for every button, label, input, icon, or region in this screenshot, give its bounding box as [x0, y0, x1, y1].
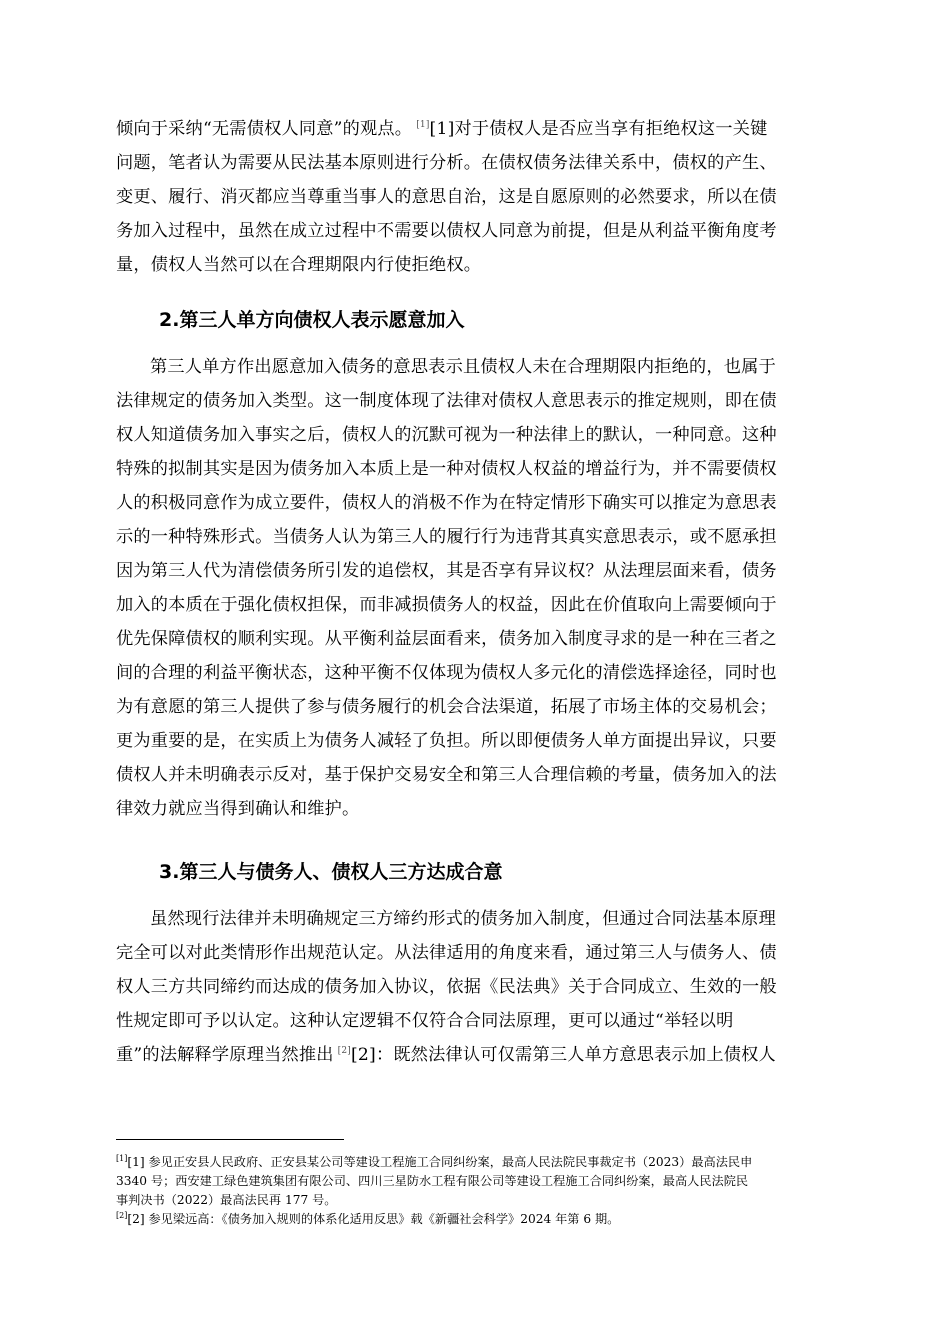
paragraph-line: 间的合理的利益平衡状态，这种平衡不仅体现为债权人多元化的清偿选择途径，同时也	[116, 663, 777, 683]
paragraph-line: 优先保障债权的顺利实现。从平衡利益层面看来，债务加入制度寻求的是一种在三者之	[116, 629, 777, 649]
footnote-line: [1][1] 参见正安县人民政府、正安县某公司等建设工程施工合同纠纷案，最高人民法院民事裁定书（2023）最高法民申	[116, 1153, 753, 1169]
footnote-1	[116, 1153, 856, 1210]
paragraph-line: 权人三方共同缔约而达成的债务加入协议，依据《民法典》关于合同成立、生效的一般	[116, 977, 777, 997]
paragraph-line: 虽然现行法律并未明确规定三方缔约形式的债务加入制度，但通过合同法基本原理	[150, 909, 776, 929]
paragraph-3	[116, 902, 840, 1072]
footnote-2	[116, 1210, 856, 1229]
paragraph-line: 为有意愿的第三人提供了参与债务履行的机会合法渠道，拓展了市场主体的交易机会；	[116, 697, 777, 717]
paragraph-1	[116, 112, 840, 282]
paragraph-line: 因为第三人代为清偿债务所引发的追偿权，其是否享有异议权？从法理层面来看，债务	[116, 561, 777, 581]
footnote-ref-2[interactable]: [2]	[337, 1046, 351, 1057]
paragraph-line: 倾向于采纳“无需债权人同意”的观点。 [1][1]对于债权人是否应当享有拒绝权这一关键	[116, 119, 768, 139]
inline-citation-2: [2]	[351, 1045, 376, 1065]
section-heading-2: 2.第三人单方向债权人表示愿意加入	[159, 309, 465, 331]
paragraph-line: 变更、履行、消灭都应当尊重当事人的意思自治，这是自愿原则的必然要求，所以在债	[116, 187, 777, 207]
paragraph-line: 权人知道债务加入事实之后，债权人的沉默可视为一种法律上的默认，一种同意。这种	[116, 425, 777, 445]
footnote-line: 3340 号；西安建工绿色建筑集团有限公司、四川三星防水工程有限公司等建设工程施工合同纠纷案，最高人民法院民	[116, 1174, 749, 1188]
section-heading-3: 3.第三人与债务人、债权人三方达成合意	[159, 861, 503, 883]
paragraph-line: 重”的法解释学原理当然推出 [2][2]：既然法律认可仅需第三人单方意思表示加上债权人	[116, 1045, 776, 1065]
paragraph-2	[116, 350, 840, 826]
paragraph-line: 加入的本质在于强化债权担保，而非减损债务人的权益，因此在价值取向上需要倾向于	[116, 595, 777, 615]
footnote-mark: [1]	[116, 1153, 128, 1163]
paragraph-line: 示的一种特殊形式。当债务人认为第三人的履行行为违背其真实意思表示，或不愿承担	[116, 527, 777, 547]
footnote-ref-1[interactable]: [1]	[416, 120, 430, 131]
paragraph-line: 特殊的拟制其实是因为债务加入本质上是一种对债权人权益的增益行为，并不需要债权	[116, 459, 777, 479]
paragraph-line: 法律规定的债务加入类型。这一制度体现了法律对债权人意思表示的推定规则，即在债	[116, 391, 777, 411]
footnote-line: [2][2] 参见梁远高：《债务加入规则的体系化适用反思》载《新疆社会科学》2024 年第 6 期。	[116, 1210, 620, 1226]
paragraph-line: 第三人单方作出愿意加入债务的意思表示且债权人未在合理期限内拒绝的，也属于	[150, 357, 776, 377]
footnote-line: 事判决书（2022）最高法民再 177 号。	[116, 1193, 337, 1207]
paragraph-line: 人的积极同意作为成立要件，债权人的消极不作为在特定情形下确实可以推定为意思表	[116, 493, 777, 513]
paragraph-line: 务加入过程中，虽然在成立过程中不需要以债权人同意为前提，但是从利益平衡角度考	[116, 221, 777, 241]
paragraph-line: 律效力就应当得到确认和维护。	[116, 799, 360, 819]
paragraph-line: 完全可以对此类情形作出规范认定。从法律适用的角度来看，通过第三人与债务人、债	[116, 943, 777, 963]
paragraph-line: 量，债权人当然可以在合理期限内行使拒绝权。	[116, 255, 482, 275]
footnote-mark: [2]	[116, 1210, 128, 1220]
paragraph-line: 问题，笔者认为需要从民法基本原则进行分析。在债权债务法律关系中，债权的产生、	[116, 153, 777, 173]
paragraph-line: 性规定即可予以认定。这种认定逻辑不仅符合合同法原理，更可以通过“举轻以明	[116, 1011, 734, 1031]
footnote-separator	[116, 1139, 344, 1140]
paragraph-line: 更为重要的是，在实质上为债务人减轻了负担。所以即便债务人单方面提出异议，只要	[116, 731, 777, 751]
paragraph-line: 债权人并未明确表示反对，基于保护交易安全和第三人合理信赖的考量，债务加入的法	[116, 765, 777, 785]
inline-citation-1: [1]	[429, 119, 455, 139]
